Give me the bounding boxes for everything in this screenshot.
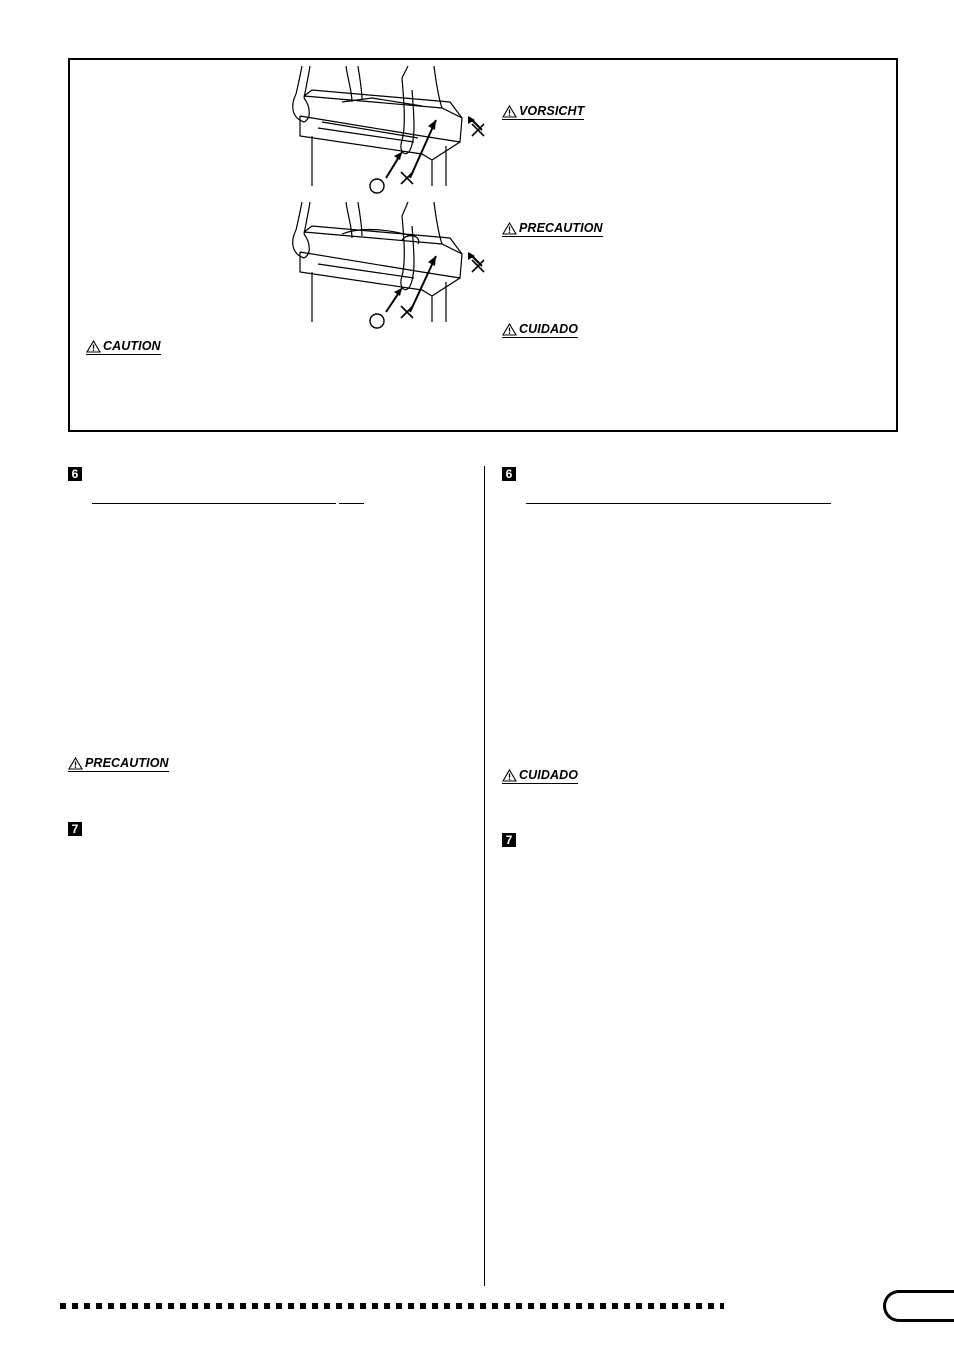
left-precaution-text: PRECAUTION	[85, 756, 169, 770]
cuidado-text: CUIDADO	[519, 322, 579, 336]
cuidado-label-box	[502, 322, 578, 338]
vorsicht-text: VORSICHT	[519, 104, 585, 118]
warning-triangle-icon	[502, 323, 517, 336]
right-cuidado-label	[502, 768, 578, 784]
piano-illustration-bottom	[282, 202, 492, 332]
left-step-7-digit: 7	[71, 822, 79, 836]
warning-triangle-icon	[68, 757, 83, 770]
piano-illustration-top	[282, 66, 492, 196]
precaution-label-box	[502, 221, 603, 237]
warning-triangle-icon	[502, 222, 517, 235]
left-step-6-underline	[92, 503, 336, 504]
left-precaution-label	[68, 756, 169, 772]
right-step-6-digit: 6	[505, 467, 513, 481]
warning-triangle-icon	[86, 340, 101, 353]
right-cuidado-text: CUIDADO	[519, 768, 579, 782]
column-divider	[484, 466, 485, 1286]
page-number-tab	[883, 1290, 954, 1322]
left-step-6-underline-short	[339, 503, 364, 504]
caution-label-box	[86, 339, 161, 355]
right-step-7-digit: 7	[505, 833, 513, 847]
footer-dotted-rule	[60, 1303, 724, 1309]
warning-triangle-icon	[502, 105, 517, 118]
vorsicht-label	[502, 104, 584, 120]
left-step-6-digit: 6	[71, 467, 79, 481]
right-step-7-number	[502, 833, 516, 847]
right-step-6-underline	[526, 503, 831, 504]
left-step-6-number	[68, 467, 82, 481]
left-step-7-number	[68, 822, 82, 836]
right-step-6-number	[502, 467, 516, 481]
warning-triangle-icon	[502, 769, 517, 782]
caution-text: CAUTION	[103, 339, 161, 353]
precaution-text: PRECAUTION	[519, 221, 603, 235]
